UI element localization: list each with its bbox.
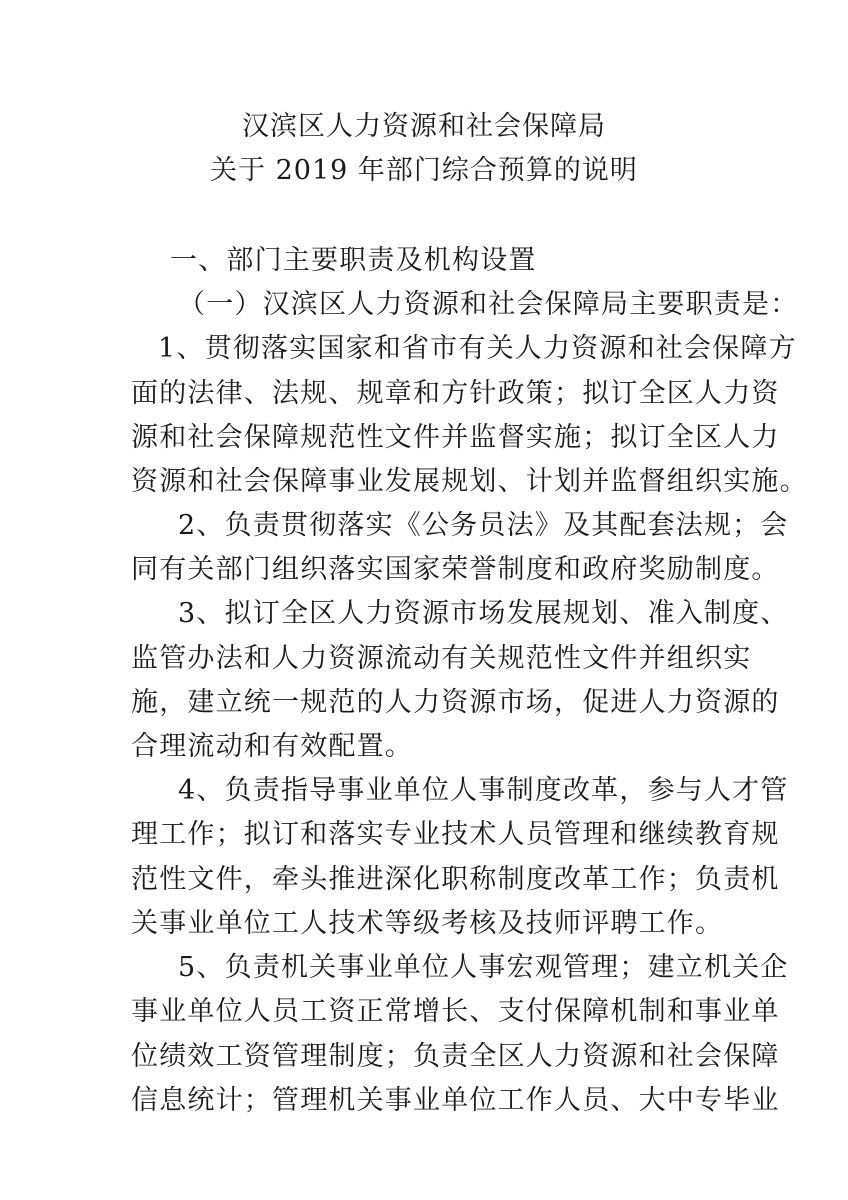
document-title-line-1: 汉滨区人力资源和社会保障局	[242, 111, 606, 142]
paragraph-3-line-2: 监管办法和人力资源流动有关规范性文件并组织实	[131, 643, 752, 674]
document-title-line-2: 关于 2019 年部门综合预算的说明	[210, 155, 638, 186]
paragraph-1-line-3: 源和社会保障规范性文件并监督实施；拟订全区人力	[131, 422, 780, 453]
subsection-heading: （一）汉滨区人力资源和社会保障局主要职责是：	[178, 289, 799, 320]
paragraph-4-line-3: 范性文件，牵头推进深化职称制度改革工作；负责机	[131, 864, 780, 895]
paragraph-4-line-4: 关事业单位工人技术等级考核及技师评聘工作。	[131, 908, 724, 939]
paragraph-1-line-2: 面的法律、法规、规章和方针政策；拟订全区人力资	[131, 378, 780, 409]
paragraph-3-line-3: 施，建立统一规范的人力资源市场，促进人力资源的	[131, 687, 780, 718]
section-heading: 一、部门主要职责及机构设置	[170, 245, 537, 276]
paragraph-1-line-4: 资源和社会保障事业发展规划、计划并监督组织实施。	[131, 466, 808, 497]
paragraph-4-line-2: 理工作；拟订和落实专业技术人员管理和继续教育规	[131, 819, 780, 850]
paragraph-5-line-4: 信息统计；管理机关事业单位工作人员、大中专毕业	[131, 1085, 780, 1116]
paragraph-5-line-2: 事业单位人员工资正常增长、支付保障机制和事业单	[131, 996, 780, 1027]
paragraph-3-line-1: 3、拟订全区人力资源市场发展规划、准入制度、	[178, 598, 789, 629]
paragraph-5-line-3: 位绩效工资管理制度；负责全区人力资源和社会保障	[131, 1041, 780, 1072]
paragraph-2-line-1: 2、负责贯彻落实《公务员法》及其配套法规；会	[178, 510, 789, 541]
paragraph-2-line-2: 同有关部门组织落实国家荣誉制度和政府奖励制度。	[131, 554, 780, 585]
paragraph-3-line-4: 合理流动和有效配置。	[131, 731, 413, 762]
paragraph-5-line-1: 5、负责机关事业单位人事宏观管理；建立机关企	[178, 952, 789, 983]
paragraph-1-line-1: 1、贯彻落实国家和省市有关人力资源和社会保障方	[158, 333, 797, 364]
paragraph-4-line-1: 4、负责指导事业单位人事制度改革，参与人才管	[178, 775, 789, 806]
